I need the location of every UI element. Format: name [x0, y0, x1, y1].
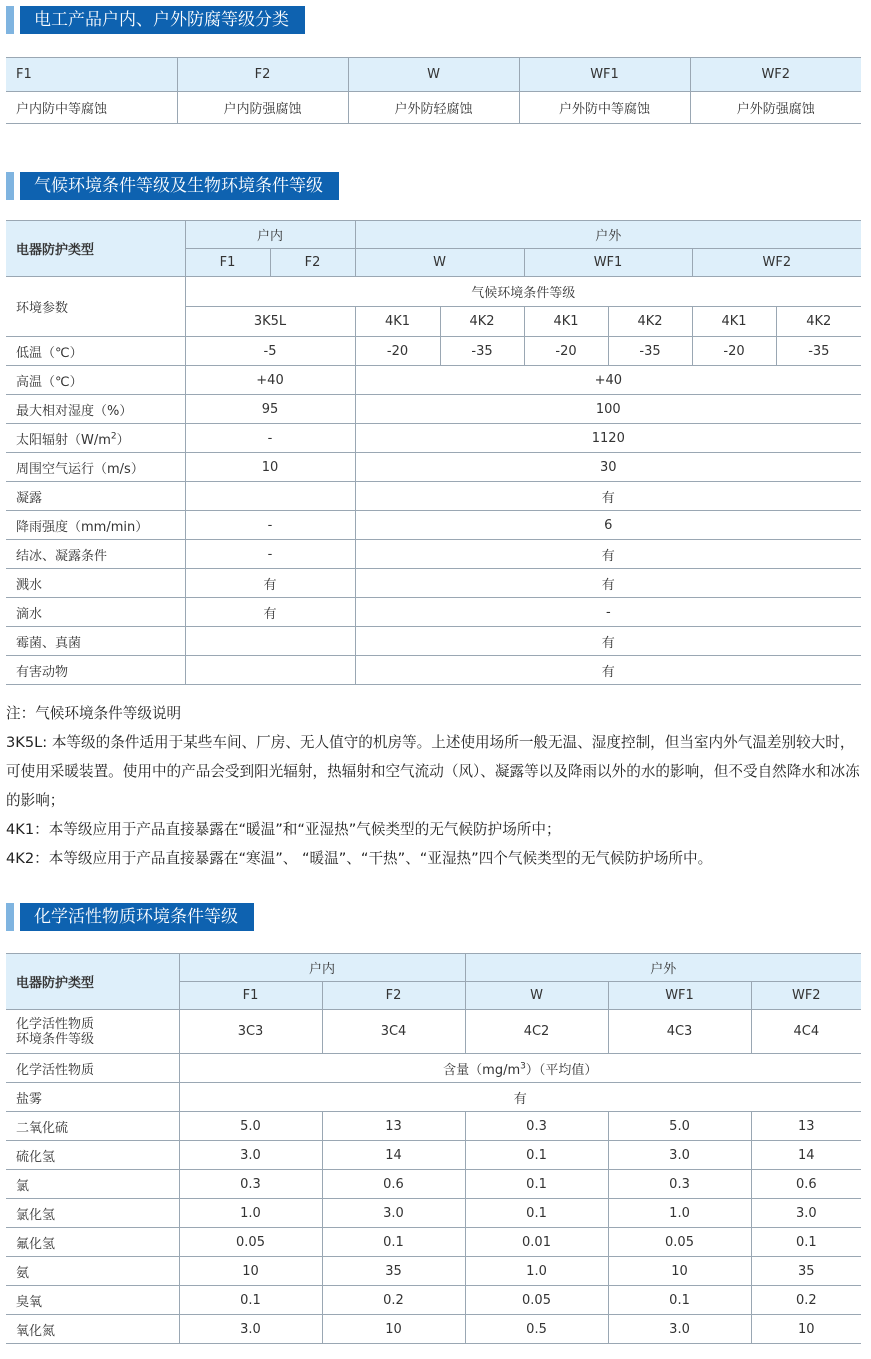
note-3k5l: 3K5L: 本等级的条件适用于某些车间、厂房、无人值守的机房等。上述使用场所一般无温、湿度控制，但当室内外气温差别较大时，可使用采暖装置。使用中的产品会受到阳光辐射，热辐射和空气流动（风）、凝露等以及降雨以外的水的影响，但不受自然降水和冰冻的影响；: [6, 734, 860, 809]
row-label: [6, 424, 185, 453]
outdoor-value: -20: [692, 337, 776, 366]
indoor-value: [185, 627, 355, 656]
row-label: 降雨强度（mm/min）: [6, 511, 185, 540]
row-label: 凝露: [6, 482, 185, 511]
outdoor-value: +40: [355, 366, 861, 395]
class-cell: 3C3: [179, 1010, 322, 1054]
row-label: 周围空气运行（m/s）: [6, 453, 185, 482]
header-cell: F1: [6, 58, 177, 92]
row-label: 结冰、凝露条件: [6, 540, 185, 569]
value-cell: 0.3: [179, 1170, 322, 1199]
value-cell: 0.01: [465, 1228, 608, 1257]
value-cell: 0.3: [465, 1112, 608, 1141]
row-label: 最大相对湿度（%）: [6, 395, 185, 424]
indoor-value: 95: [185, 395, 355, 424]
class-cell: 4K1: [524, 307, 608, 337]
value-cell: 35: [322, 1257, 465, 1286]
class-label: [6, 1010, 179, 1054]
value-cell: 0.1: [465, 1141, 608, 1170]
indoor-value: +40: [185, 366, 355, 395]
value-cell: 户外防中等腐蚀: [519, 92, 690, 124]
class-cell: 3K5L: [185, 307, 355, 337]
value-cell: 5.0: [179, 1112, 322, 1141]
code-cell: F2: [270, 249, 355, 277]
outdoor-value: 有: [355, 569, 861, 598]
class-label-line1: 化学活性物质: [16, 1016, 95, 1032]
row-label: 溅水: [6, 569, 185, 598]
value-cell: 0.6: [322, 1170, 465, 1199]
value-cell: 10: [751, 1315, 861, 1344]
value-cell: 0.1: [322, 1228, 465, 1257]
section3-title: 化学活性物质环境条件等级: [20, 903, 254, 931]
value-cell: 14: [322, 1141, 465, 1170]
row-label: 有害动物: [6, 656, 185, 685]
indoor-value: 10: [185, 453, 355, 482]
type-label: 电器防护类型: [6, 221, 185, 277]
corrosion-class-table: [6, 57, 861, 124]
substance-name: 氯: [6, 1170, 179, 1199]
outdoor-value: -35: [608, 337, 692, 366]
indoor-header: 户内: [179, 954, 465, 982]
value-cell: 3.0: [608, 1315, 751, 1344]
content-sup: 3: [520, 1061, 526, 1072]
notes: [6, 699, 866, 873]
value-cell: 1.0: [179, 1199, 322, 1228]
outdoor-value: -35: [776, 337, 861, 366]
outdoor-value: 有: [355, 482, 861, 511]
notes-title: 注：气候环境条件等级说明: [6, 705, 182, 722]
outdoor-value: 有: [355, 540, 861, 569]
table-row: [6, 1286, 861, 1315]
table-row: [6, 1315, 861, 1344]
value-cell: 0.5: [465, 1315, 608, 1344]
class-cell: 4K1: [355, 307, 440, 337]
value-cell: 3.0: [322, 1199, 465, 1228]
outdoor-value: 6: [355, 511, 861, 540]
value-cell: 0.6: [751, 1170, 861, 1199]
section1-title: 电工产品户内、户外防腐等级分类: [20, 6, 305, 34]
content-pre: 含量（mg/m: [443, 1062, 521, 1078]
row-label: 低温（℃）: [6, 337, 185, 366]
section1-heading: [6, 6, 305, 34]
row-label: 高温（℃）: [6, 366, 185, 395]
value-cell: 户外防强腐蚀: [690, 92, 861, 124]
table-row: [6, 1228, 861, 1257]
section2-title: 气候环境条件等级及生物环境条件等级: [20, 172, 339, 200]
substance-name: 臭氧: [6, 1286, 179, 1315]
outdoor-value: 100: [355, 395, 861, 424]
code-cell: F2: [322, 982, 465, 1010]
indoor-value: [185, 482, 355, 511]
climate-class-label: 气候环境条件等级: [185, 277, 861, 307]
value-cell: 0.2: [322, 1286, 465, 1315]
value-cell: 户内防中等腐蚀: [6, 92, 177, 124]
substance-name: 二氧化硫: [6, 1112, 179, 1141]
note-4k1: 4K1：本等级应用于产品直接暴露在“暖温”和“亚湿热”气候类型的无气候防护场所中；: [6, 821, 561, 838]
salt-label: 盐雾: [6, 1083, 179, 1112]
code-cell: W: [465, 982, 608, 1010]
outdoor-value: -35: [440, 337, 524, 366]
row-label: 滴水: [6, 598, 185, 627]
value-cell: 0.1: [751, 1228, 861, 1257]
value-cell: 13: [751, 1112, 861, 1141]
outdoor-value: -20: [524, 337, 608, 366]
outdoor-header: 户外: [465, 954, 861, 982]
code-cell: WF1: [608, 982, 751, 1010]
outdoor-value: 有: [355, 656, 861, 685]
header-cell: W: [348, 58, 519, 92]
code-cell: WF2: [692, 249, 861, 277]
table-row: [6, 1170, 861, 1199]
code-cell: F1: [185, 249, 270, 277]
value-cell: 13: [322, 1112, 465, 1141]
substance-name: 氟化氢: [6, 1228, 179, 1257]
value-cell: 0.05: [179, 1228, 322, 1257]
value-cell: 1.0: [608, 1199, 751, 1228]
outdoor-value: 有: [355, 627, 861, 656]
indoor-header: 户内: [185, 221, 355, 249]
value-cell: 0.2: [751, 1286, 861, 1315]
substance-name: 硫化氢: [6, 1141, 179, 1170]
section3-heading: [6, 903, 254, 931]
solar-label-pre: 太阳辐射（W/m: [16, 432, 111, 448]
value-cell: 14: [751, 1141, 861, 1170]
value-cell: 0.1: [179, 1286, 322, 1315]
indoor-value: -5: [185, 337, 355, 366]
value-cell: 户内防强腐蚀: [177, 92, 348, 124]
value-cell: 户外防轻腐蚀: [348, 92, 519, 124]
class-cell: 4C2: [465, 1010, 608, 1054]
value-cell: 0.05: [465, 1286, 608, 1315]
type-label: 电器防护类型: [6, 954, 179, 1010]
solar-label-post: ）: [116, 432, 130, 448]
env-param-label: 环境参数: [6, 277, 185, 337]
indoor-value: -: [185, 424, 355, 453]
class-label-line2: 环境条件等级: [16, 1031, 95, 1047]
value-cell: 1.0: [465, 1257, 608, 1286]
row-label: 霉菌、真菌: [6, 627, 185, 656]
value-cell: 0.05: [608, 1228, 751, 1257]
header-cell: F2: [177, 58, 348, 92]
class-cell: 4K2: [608, 307, 692, 337]
code-cell: F1: [179, 982, 322, 1010]
outdoor-value: -20: [355, 337, 440, 366]
substance-name: 氯化氢: [6, 1199, 179, 1228]
indoor-value: -: [185, 540, 355, 569]
chemical-class-table: [6, 953, 861, 1344]
value-cell: 0.1: [465, 1170, 608, 1199]
indoor-value: [185, 656, 355, 685]
code-cell: WF2: [751, 982, 861, 1010]
header-cell: WF1: [519, 58, 690, 92]
indoor-value: 有: [185, 598, 355, 627]
value-cell: 0.1: [608, 1286, 751, 1315]
solar-label-sup: 2: [110, 431, 117, 442]
code-cell: W: [355, 249, 524, 277]
outdoor-value: 1120: [355, 424, 861, 453]
note-4k2: 4K2：本等级应用于产品直接暴露在“寒温”、 “暖温”、“干热”、“亚湿热”四个气候类型的无气候防护场所中。: [6, 850, 713, 867]
class-cell: 4C3: [608, 1010, 751, 1054]
value-cell: 0.3: [608, 1170, 751, 1199]
table-row: [6, 1199, 861, 1228]
class-cell: 4K2: [776, 307, 861, 337]
table-row: [6, 1141, 861, 1170]
class-cell: 4C4: [751, 1010, 861, 1054]
salt-value: 有: [179, 1083, 861, 1112]
value-cell: 5.0: [608, 1112, 751, 1141]
value-cell: 10: [608, 1257, 751, 1286]
value-cell: 3.0: [751, 1199, 861, 1228]
value-cell: 3.0: [179, 1141, 322, 1170]
value-cell: 0.1: [465, 1199, 608, 1228]
indoor-value: -: [185, 511, 355, 540]
class-cell: 4K2: [440, 307, 524, 337]
code-cell: WF1: [524, 249, 692, 277]
substance-label: 化学活性物质: [6, 1054, 179, 1083]
value-cell: 3.0: [608, 1141, 751, 1170]
indoor-value: 有: [185, 569, 355, 598]
value-cell: 3.0: [179, 1315, 322, 1344]
outdoor-value: -: [355, 598, 861, 627]
content-post: ）（平均值）: [525, 1062, 598, 1078]
header-cell: WF2: [690, 58, 861, 92]
value-cell: 35: [751, 1257, 861, 1286]
outdoor-header: 户外: [355, 221, 861, 249]
class-cell: 3C4: [322, 1010, 465, 1054]
outdoor-value: 30: [355, 453, 861, 482]
class-cell: 4K1: [692, 307, 776, 337]
value-cell: 10: [322, 1315, 465, 1344]
table-row: [6, 1112, 861, 1141]
climate-class-table: [6, 220, 861, 685]
substance-name: 氨: [6, 1257, 179, 1286]
content-label: [179, 1054, 861, 1083]
table-row: [6, 1257, 861, 1286]
substance-name: 氧化氮: [6, 1315, 179, 1344]
section2-heading: [6, 172, 339, 200]
value-cell: 10: [179, 1257, 322, 1286]
